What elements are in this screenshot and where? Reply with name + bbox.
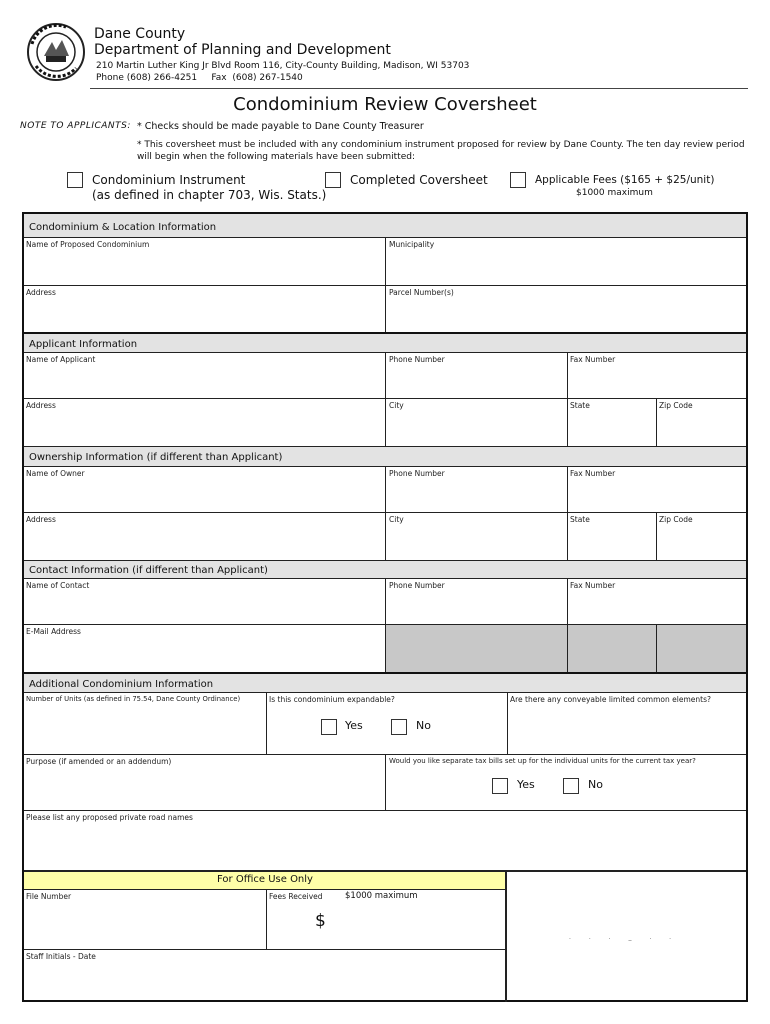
greyed-cell-state	[568, 625, 656, 672]
checklist-fees-label: Applicable Fees ($165 + $25/unit)	[535, 174, 715, 186]
label-municipality: Municipality	[389, 240, 435, 249]
field-owner-phone[interactable]	[388, 480, 564, 510]
field-owner-name[interactable]	[26, 480, 382, 510]
label-applicant-fax: Fax Number	[570, 355, 616, 364]
field-private-roads[interactable]	[26, 824, 744, 868]
field-number-of-units[interactable]	[26, 706, 262, 752]
label-fees-received: Fees Received	[269, 892, 323, 901]
label-staff-initials: Staff Initials - Date	[26, 952, 96, 961]
label-tax-bills-yes: Yes	[517, 778, 535, 791]
checkbox-tax-bills-yes[interactable]	[492, 778, 508, 794]
label-expandable-no: No	[416, 719, 431, 732]
note-label: NOTE TO APPLICANTS:	[20, 121, 131, 131]
checkbox-condominium-instrument[interactable]	[67, 172, 83, 188]
county-seal-icon	[26, 22, 86, 82]
field-applicant-address[interactable]	[26, 412, 382, 444]
section-applicant-header: Applicant Information	[24, 332, 746, 352]
section-condo-header: Condominium & Location Information	[24, 214, 746, 238]
header-divider	[90, 88, 748, 89]
department-phone-fax: Phone (608) 266-4251 Fax (608) 267-1540	[96, 73, 303, 83]
field-contact-name[interactable]	[26, 592, 382, 622]
section-owner-header: Ownership Information (if different than Applicant)	[24, 446, 746, 466]
field-applicant-city[interactable]	[388, 412, 564, 444]
field-applicant-fax[interactable]	[570, 366, 744, 396]
field-parcel[interactable]	[388, 299, 744, 331]
page-title: Condominium Review Coversheet	[233, 94, 537, 115]
label-contact-fax: Fax Number	[570, 581, 616, 590]
stamp-dots: . . . _ . .	[569, 934, 680, 941]
note-coversheet: * This coversheet must be included with any condominium instrument proposed for review by Dane County. The ten day review period will begin when the following materials have been submitted:	[137, 140, 745, 162]
label-contact-name: Name of Contact	[26, 581, 90, 590]
label-applicant-city: City	[389, 401, 404, 410]
section-contact-header: Contact Information (if different than Applicant)	[24, 560, 746, 578]
field-contact-email[interactable]	[26, 638, 382, 670]
label-parcel: Parcel Number(s)	[389, 288, 454, 297]
label-owner-name: Name of Owner	[26, 469, 85, 478]
label-owner-phone: Phone Number	[389, 469, 445, 478]
section-additional-header: Additional Condominium Information	[24, 672, 746, 692]
section-office-header: For Office Use Only	[24, 870, 506, 889]
greyed-cell-city	[386, 625, 567, 672]
field-staff-initials[interactable]	[26, 963, 502, 1000]
field-conveyable[interactable]	[510, 706, 744, 752]
field-owner-zip[interactable]	[659, 526, 744, 558]
field-applicant-phone[interactable]	[388, 366, 564, 396]
note-checks-payable: * Checks should be made payable to Dane County Treasurer	[137, 121, 424, 132]
checkbox-applicable-fees[interactable]	[510, 172, 526, 188]
label-owner-city: City	[389, 515, 404, 524]
label-applicant-phone: Phone Number	[389, 355, 445, 364]
field-fees-received[interactable]	[334, 910, 502, 938]
checklist-instrument-label: Condominium Instrument	[92, 173, 246, 187]
label-owner-state: State	[570, 515, 590, 524]
label-expandable: Is this condominium expandable?	[269, 695, 395, 704]
checklist-coversheet-label: Completed Coversheet	[350, 173, 488, 187]
label-applicant-name: Name of Applicant	[26, 355, 96, 364]
department-name: Department of Planning and Development	[94, 42, 391, 58]
label-purpose: Purpose (if amended or an addendum)	[26, 757, 172, 766]
label-number-of-units: Number of Units (as defined in 75.54, Dane County Ordinance)	[26, 695, 241, 703]
label-owner-fax: Fax Number	[570, 469, 616, 478]
department-address: 210 Martin Luther King Jr Blvd Room 116, City-County Building, Madison, WI 53703	[96, 61, 470, 71]
fees-max-note: $1000 maximum	[345, 891, 418, 901]
checkbox-expandable-yes[interactable]	[321, 719, 337, 735]
label-contact-email: E-Mail Address	[26, 627, 81, 636]
field-owner-address[interactable]	[26, 526, 382, 558]
checkbox-expandable-no[interactable]	[391, 719, 407, 735]
label-tax-bills-no: No	[588, 778, 603, 791]
label-condo-address: Address	[26, 288, 56, 297]
label-contact-phone: Phone Number	[389, 581, 445, 590]
field-purpose[interactable]	[26, 768, 382, 808]
greyed-cell-zip	[657, 625, 746, 672]
field-applicant-state[interactable]	[570, 412, 654, 444]
label-private-roads: Please list any proposed private road names	[26, 813, 193, 822]
checkbox-tax-bills-no[interactable]	[563, 778, 579, 794]
label-conveyable: Are there any conveyable limited common elements?	[510, 695, 711, 704]
label-applicant-state: State	[570, 401, 590, 410]
label-owner-address: Address	[26, 515, 56, 524]
field-applicant-name[interactable]	[26, 366, 382, 396]
label-owner-zip: Zip Code	[659, 515, 693, 524]
label-applicant-zip: Zip Code	[659, 401, 693, 410]
label-tax-bills: Would you like separate tax bills set up for the individual units for the current tax year?	[389, 757, 696, 765]
field-owner-fax[interactable]	[570, 480, 744, 510]
field-contact-phone[interactable]	[388, 592, 564, 622]
label-condo-name: Name of Proposed Condominium	[26, 240, 150, 249]
coversheet-form	[22, 212, 748, 1002]
field-municipality[interactable]	[388, 251, 744, 285]
label-applicant-address: Address	[26, 401, 56, 410]
field-condo-name[interactable]	[26, 251, 382, 285]
label-expandable-yes: Yes	[345, 719, 363, 732]
checkbox-completed-coversheet[interactable]	[325, 172, 341, 188]
org-name: Dane County	[94, 26, 186, 42]
field-owner-city[interactable]	[388, 526, 564, 558]
checklist-instrument-sub: (as defined in chapter 703, Wis. Stats.)	[92, 188, 327, 202]
field-owner-state[interactable]	[570, 526, 654, 558]
dollar-sign: $	[315, 911, 326, 931]
label-file-number: File Number	[26, 892, 72, 901]
field-condo-address[interactable]	[26, 299, 382, 331]
field-applicant-zip[interactable]	[659, 412, 744, 444]
field-contact-fax[interactable]	[570, 592, 744, 622]
field-file-number[interactable]	[26, 904, 262, 947]
checklist-fees-max: $1000 maximum	[576, 188, 653, 198]
